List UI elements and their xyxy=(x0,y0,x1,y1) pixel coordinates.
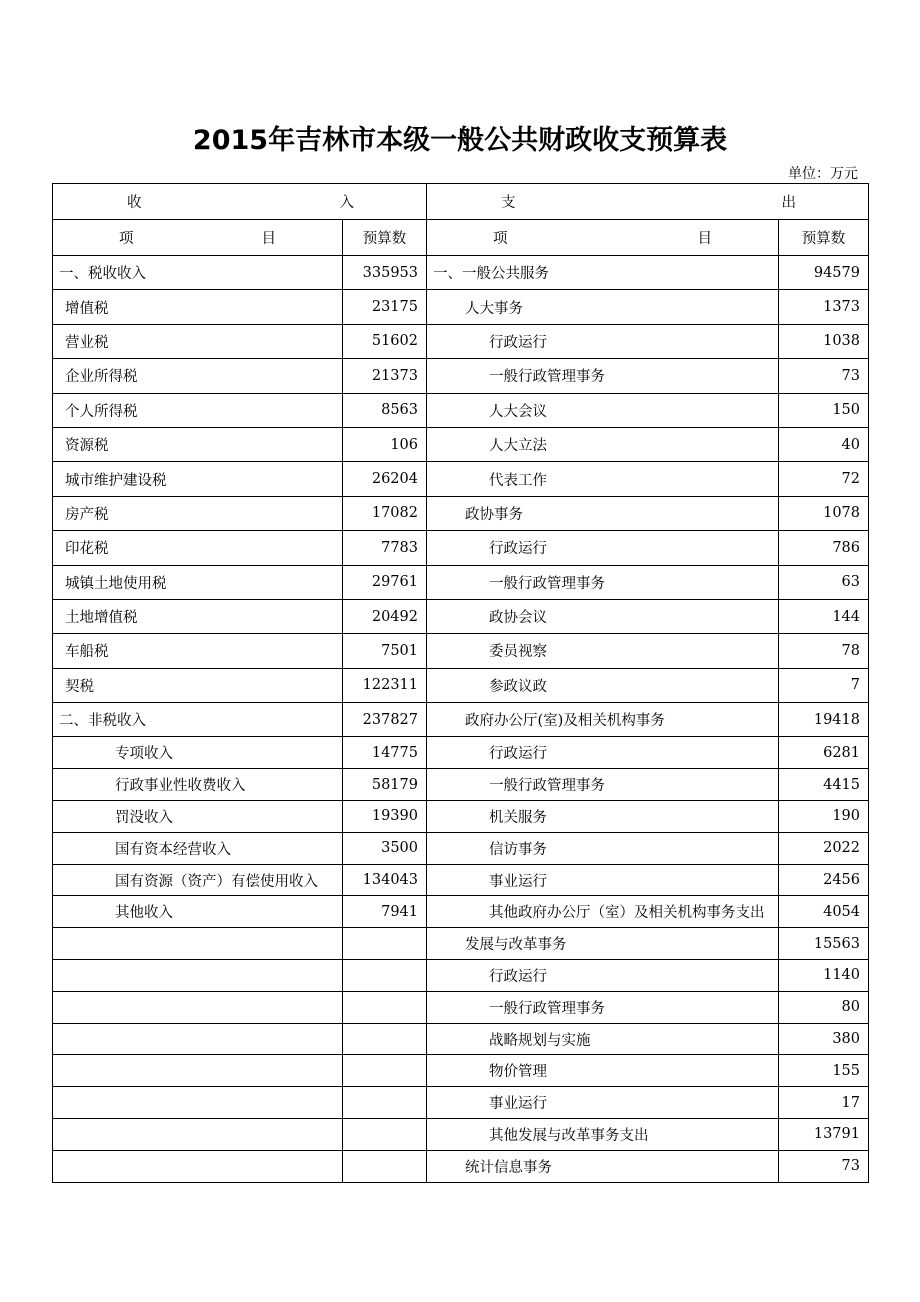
expense-item: 战略规划与实施 xyxy=(427,1023,779,1055)
table-row xyxy=(53,1023,869,1055)
expense-item: 其他发展与改革事务支出 xyxy=(427,1119,779,1151)
expense-budget-value: 1078 xyxy=(779,496,869,530)
income-item: 营业税 xyxy=(53,324,343,358)
expense-budget-value: 73 xyxy=(779,359,869,393)
expense-budget-value: 155 xyxy=(779,1055,869,1087)
expense-item: 统计信息事务 xyxy=(427,1150,779,1182)
expense-budget-value: 63 xyxy=(779,565,869,599)
expense-budget-header: 预算数 xyxy=(779,220,869,256)
income-budget-value: 106 xyxy=(343,427,427,461)
table-row xyxy=(53,737,869,769)
income-item: 行政事业性收费收入 xyxy=(53,769,343,801)
expense-item: 一、一般公共服务 xyxy=(427,256,779,290)
income-budget-value: 7501 xyxy=(343,634,427,668)
expense-budget-value: 144 xyxy=(779,599,869,633)
expense-budget-value: 6281 xyxy=(779,737,869,769)
expense-budget-value: 19418 xyxy=(779,703,869,737)
expense-budget-value: 2022 xyxy=(779,832,869,864)
income-budget-value: 58179 xyxy=(343,769,427,801)
income-budget-value xyxy=(343,1023,427,1055)
table-row xyxy=(53,1087,869,1119)
expense-budget-value: 2456 xyxy=(779,864,869,896)
expense-item: 事业运行 xyxy=(427,1087,779,1119)
income-item: 国有资源（资产）有偿使用收入 xyxy=(53,864,343,896)
income-budget-value: 134043 xyxy=(343,864,427,896)
expense-budget-value: 150 xyxy=(779,393,869,427)
expense-item: 一般行政管理事务 xyxy=(427,359,779,393)
expense-item: 政协会议 xyxy=(427,599,779,633)
table-row xyxy=(53,256,869,290)
table-row xyxy=(53,359,869,393)
page-title: 2015年吉林市本级一般公共财政收支预算表 xyxy=(192,125,728,156)
income-budget-value: 237827 xyxy=(343,703,427,737)
income-budget-value: 122311 xyxy=(343,668,427,702)
table-row xyxy=(53,565,869,599)
table-row xyxy=(53,1055,869,1087)
income-budget-value xyxy=(343,1055,427,1087)
income-item: 车船税 xyxy=(53,634,343,668)
section-header-row xyxy=(53,184,869,220)
income-budget-value: 29761 xyxy=(343,565,427,599)
column-header-row xyxy=(53,220,869,256)
income-budget-value xyxy=(343,1119,427,1151)
expense-budget-value: 1038 xyxy=(779,324,869,358)
income-budget-value: 3500 xyxy=(343,832,427,864)
expense-item: 委员视察 xyxy=(427,634,779,668)
expense-budget-value: 73 xyxy=(779,1150,869,1182)
expense-budget-value: 190 xyxy=(779,801,869,833)
income-item xyxy=(53,1023,343,1055)
income-budget-value: 26204 xyxy=(343,462,427,496)
income-item: 城市维护建设税 xyxy=(53,462,343,496)
expense-budget-value: 15563 xyxy=(779,928,869,960)
expense-item: 其他政府办公厅（室）及相关机构事务支出 xyxy=(427,896,779,928)
expense-budget-value: 1140 xyxy=(779,960,869,992)
expense-item: 人大会议 xyxy=(427,393,779,427)
table-row xyxy=(53,599,869,633)
unit-label: 单位：万元 xyxy=(788,166,858,182)
table-row xyxy=(53,960,869,992)
income-budget-value: 14775 xyxy=(343,737,427,769)
expense-item: 人大立法 xyxy=(427,427,779,461)
expense-budget-value: 17 xyxy=(779,1087,869,1119)
income-item: 契税 xyxy=(53,668,343,702)
income-budget-value xyxy=(343,991,427,1023)
expense-budget-value: 1373 xyxy=(779,290,869,324)
income-item: 个人所得税 xyxy=(53,393,343,427)
table-row xyxy=(53,928,869,960)
income-budget-value: 7941 xyxy=(343,896,427,928)
expense-item: 行政运行 xyxy=(427,960,779,992)
expense-budget-value: 40 xyxy=(779,427,869,461)
expense-item: 行政运行 xyxy=(427,531,779,565)
expense-budget-value: 7 xyxy=(779,668,869,702)
table-row xyxy=(53,393,869,427)
income-item xyxy=(53,1055,343,1087)
income-item: 资源税 xyxy=(53,427,343,461)
income-item: 增值税 xyxy=(53,290,343,324)
income-item xyxy=(53,960,343,992)
table-row xyxy=(53,832,869,864)
income-budget-value xyxy=(343,1150,427,1182)
expense-item: 行政运行 xyxy=(427,737,779,769)
income-item: 罚没收入 xyxy=(53,801,343,833)
income-item: 企业所得税 xyxy=(53,359,343,393)
income-budget-value: 17082 xyxy=(343,496,427,530)
table-row xyxy=(53,864,869,896)
expense-section-header: 支 出 xyxy=(427,184,869,220)
income-item: 一、税收收入 xyxy=(53,256,343,290)
table-row xyxy=(53,634,869,668)
income-budget-value xyxy=(343,1087,427,1119)
income-item: 专项收入 xyxy=(53,737,343,769)
table-row xyxy=(53,290,869,324)
expense-item: 发展与改革事务 xyxy=(427,928,779,960)
expense-budget-value: 4054 xyxy=(779,896,869,928)
table-row xyxy=(53,801,869,833)
income-budget-value: 7783 xyxy=(343,531,427,565)
expense-item: 政府办公厅(室)及相关机构事务 xyxy=(427,703,779,737)
income-budget-value: 19390 xyxy=(343,801,427,833)
table-row xyxy=(53,991,869,1023)
income-budget-value xyxy=(343,928,427,960)
income-item: 城镇土地使用税 xyxy=(53,565,343,599)
expense-budget-value: 94579 xyxy=(779,256,869,290)
income-section-header: 收 入 xyxy=(53,184,427,220)
income-budget-value: 20492 xyxy=(343,599,427,633)
expense-budget-value: 380 xyxy=(779,1023,869,1055)
table-row xyxy=(53,531,869,565)
table-row xyxy=(53,703,869,737)
income-item: 国有资本经营收入 xyxy=(53,832,343,864)
expense-item: 参政议政 xyxy=(427,668,779,702)
income-item xyxy=(53,928,343,960)
table-row xyxy=(53,324,869,358)
income-item: 二、非税收入 xyxy=(53,703,343,737)
table-row xyxy=(53,496,869,530)
expense-item: 机关服务 xyxy=(427,801,779,833)
table-row xyxy=(53,427,869,461)
expense-item: 人大事务 xyxy=(427,290,779,324)
expense-budget-value: 4415 xyxy=(779,769,869,801)
table-row xyxy=(53,668,869,702)
expense-item: 事业运行 xyxy=(427,864,779,896)
expense-budget-value: 72 xyxy=(779,462,869,496)
income-item: 房产税 xyxy=(53,496,343,530)
income-budget-header: 预算数 xyxy=(343,220,427,256)
income-item xyxy=(53,1119,343,1151)
table-row xyxy=(53,1119,869,1151)
expense-item: 政协事务 xyxy=(427,496,779,530)
budget-table xyxy=(52,183,869,1183)
expense-budget-value: 80 xyxy=(779,991,869,1023)
income-item: 其他收入 xyxy=(53,896,343,928)
table-row xyxy=(53,462,869,496)
income-budget-value: 8563 xyxy=(343,393,427,427)
income-item: 印花税 xyxy=(53,531,343,565)
expense-item: 一般行政管理事务 xyxy=(427,565,779,599)
expense-budget-value: 78 xyxy=(779,634,869,668)
income-item xyxy=(53,1150,343,1182)
expense-item: 一般行政管理事务 xyxy=(427,991,779,1023)
income-item-header: 项 目 xyxy=(53,220,343,256)
expense-item: 一般行政管理事务 xyxy=(427,769,779,801)
table-row xyxy=(53,896,869,928)
expense-budget-value: 786 xyxy=(779,531,869,565)
income-budget-value: 21373 xyxy=(343,359,427,393)
table-row xyxy=(53,1150,869,1182)
expense-item: 行政运行 xyxy=(427,324,779,358)
income-budget-value: 23175 xyxy=(343,290,427,324)
income-budget-value xyxy=(343,960,427,992)
income-item xyxy=(53,1087,343,1119)
table-row xyxy=(53,769,869,801)
expense-item: 信访事务 xyxy=(427,832,779,864)
income-budget-value: 335953 xyxy=(343,256,427,290)
expense-budget-value: 13791 xyxy=(779,1119,869,1151)
income-item xyxy=(53,991,343,1023)
expense-item: 代表工作 xyxy=(427,462,779,496)
income-budget-value: 51602 xyxy=(343,324,427,358)
income-item: 土地增值税 xyxy=(53,599,343,633)
expense-item-header: 项 目 xyxy=(427,220,779,256)
expense-item: 物价管理 xyxy=(427,1055,779,1087)
